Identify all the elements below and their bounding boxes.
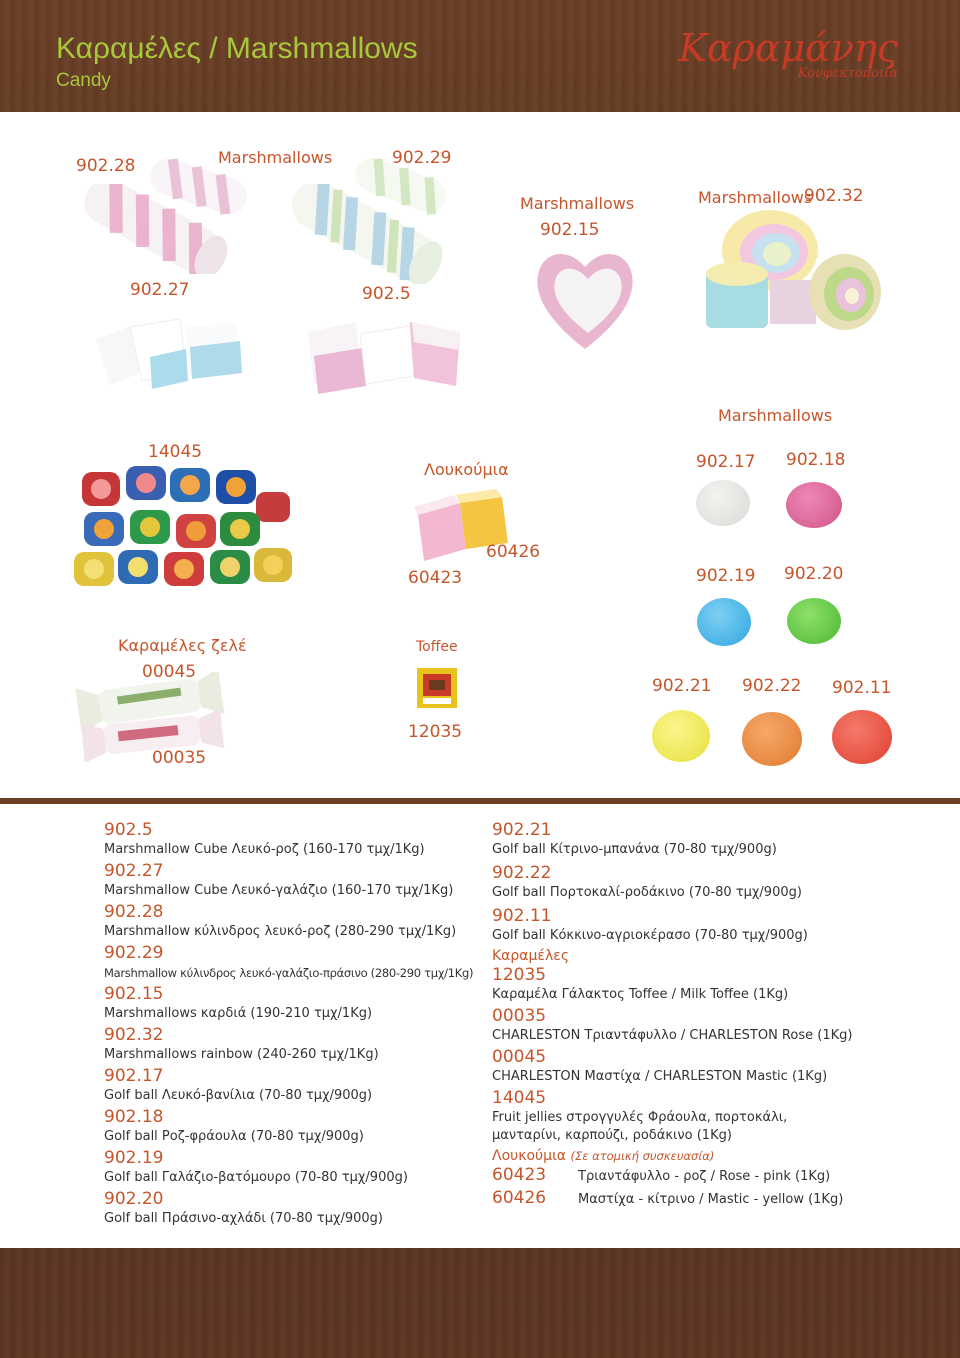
product-code: 00045 [492,1047,547,1067]
product-list-panel [0,798,960,1248]
list-item [492,820,852,859]
product-code: 902.29 [104,943,164,963]
list-item [104,1107,473,1146]
golf-ball-yellow-image [652,710,710,762]
product-code: 12035 [492,965,547,985]
product-description: Καραμέλα Γάλακτος Toffee / Milk Toffee (1Kg) [492,987,789,1002]
product-description: Golf ball Ροζ-φράουλα (70-80 τμχ/900g) [104,1129,364,1144]
product-code: 902.11 [492,906,552,926]
product-code: 902.17 [104,1066,164,1086]
product-description: CHARLESTON Μαστίχα / CHARLESTON Mastic (1Kg) [492,1069,828,1084]
page-subtitle: Candy [56,70,111,91]
list-item [104,861,473,900]
product-description: Τριαντάφυλλο - ροζ / Rose - pink (1Kg) [578,1169,831,1184]
product-description: Golf ball Πράσινο-αχλάδι (70-80 τμχ/900g) [104,1211,383,1226]
product-code: 902.19 [104,1148,164,1168]
list-item [104,1066,473,1105]
golf-ball-pink-image [786,482,842,528]
logo-main-text: Καραμάνης [678,26,898,70]
label-902-15: 902.15 [540,220,600,240]
logo-sub-text: Κονφεκτοποιία [797,66,898,81]
product-photo-panel [0,112,960,798]
product-description: Marshmallow κύλινδρος λευκό-ροζ (280-290 τμχ/1Kg) [104,924,457,939]
label-902-29: 902.29 [392,148,452,168]
label-902-5: 902.5 [362,284,411,304]
label-60426: 60426 [486,542,541,562]
product-description: Golf ball Πορτοκαλί-ροδάκινο (70-80 τμχ/900g) [492,885,802,900]
golf-ball-red-image [832,710,892,764]
marshmallow-rainbow-image [700,210,885,349]
list-item [492,1165,852,1188]
product-code: 00035 [492,1006,547,1026]
list-item [104,984,473,1023]
label-902-17: 902.17 [696,452,756,472]
label-60423: 60423 [408,568,463,588]
product-code: 902.21 [492,820,552,840]
product-code: 902.27 [104,861,164,881]
product-code: 902.18 [104,1107,164,1127]
label-902-21: 902.21 [652,676,712,696]
label-902-19: 902.19 [696,566,756,586]
product-code: 902.15 [104,984,164,1004]
list-item [492,863,852,902]
section-title-loukoumia [492,1147,852,1165]
label-marshmallows-d: Marshmallows [718,406,833,425]
golf-ball-green-image [787,598,841,644]
section-title-karameles: Καραμέλες [492,948,570,964]
product-code: 902.22 [492,863,552,883]
product-description: Μαστίχα - κίτρινο / Mastic - yellow (1Kg) [578,1192,844,1207]
list-item [104,1025,473,1064]
product-description: Marshmallow Cube Λευκό-ροζ (160-170 τμχ/1Kg) [104,842,425,857]
product-description: Marshmallow κύλινδρος λευκό-γαλάζιο-πράσινο (280-290 τμχ/1Kg) [104,966,474,980]
list-item [492,965,852,1004]
product-description-line-2: μανταρίνι, καρπούζι, ροδάκινο (1Kg) [492,1128,732,1143]
label-902-28: 902.28 [76,156,136,176]
marshmallow-cube-blue-image [90,297,250,401]
label-902-27: 902.27 [130,280,190,300]
toffee-candy-image [415,666,459,714]
product-description: Golf ball Κόκκινο-αγριοκέρασο (70-80 τμχ/900g) [492,928,808,943]
golf-ball-orange-image [742,712,802,766]
label-902-20: 902.20 [784,564,844,584]
product-description: Marshmallow Cube Λευκό-γαλάζιο (160-170 τμχ/1Kg) [104,883,454,898]
label-902-11: 902.11 [832,678,892,698]
product-code: 902.28 [104,902,164,922]
list-item [492,906,852,945]
list-item [492,1088,852,1145]
product-code: 60426 [492,1188,547,1208]
product-list-right [492,820,852,1211]
label-00035: 00035 [152,748,207,768]
label-902-22: 902.22 [742,676,802,696]
section-title-text: Λουκούμια [492,1148,567,1164]
label-loukoumia: Λουκούμια [424,460,509,479]
product-list-left [104,820,473,1230]
product-description: Golf ball Κίτρινο-μπανάνα (70-80 τμχ/900g) [492,842,777,857]
product-code: 14045 [492,1088,547,1108]
product-code: 902.20 [104,1189,164,1209]
label-marshmallows-b: Marshmallows [520,194,635,213]
golf-ball-white-image [696,480,750,526]
product-description: Golf ball Λευκό-βανίλια (70-80 τμχ/900g) [104,1088,373,1103]
product-code: 60423 [492,1165,547,1185]
list-item [104,902,473,941]
product-description: Marshmallows καρδιά (190-210 τμχ/1Kg) [104,1006,373,1021]
marshmallow-cube-pink-image [300,304,480,408]
page-title: Καραμέλες / Marshmallows [56,32,418,65]
label-902-32: 902.32 [804,186,864,206]
label-12035: 12035 [408,722,463,742]
product-description: Marshmallows rainbow (240-260 τμχ/1Kg) [104,1047,379,1062]
list-item [104,1189,473,1228]
golf-ball-blue-image [697,598,751,646]
label-karameles-zele: Καραμέλες ζελέ [118,636,247,655]
list-item [492,1047,852,1086]
list-item [104,1148,473,1187]
label-00045: 00045 [142,662,197,682]
product-code: 902.32 [104,1025,164,1045]
list-item [104,820,473,859]
section-note: (Σε ατομική συσκευασία) [570,1149,715,1163]
product-code: 902.5 [104,820,153,840]
label-marshmallows-c: Marshmallows [698,188,813,207]
fruit-jellies-image [70,462,300,596]
marshmallow-heart-image [530,237,640,361]
product-description: Fruit jellies στρογγυλές Φράουλα, πορτοκάλι, [492,1110,788,1125]
label-902-18: 902.18 [786,450,846,470]
list-item [104,943,473,982]
brand-logo [678,28,898,81]
product-description: CHARLESTON Τριαντάφυλλο / CHARLESTON Rose (1Kg) [492,1028,853,1043]
label-toffee: Toffee [416,639,458,655]
label-marshmallows-a: Marshmallows [218,148,333,167]
list-item [492,1188,852,1211]
label-14045: 14045 [148,442,203,462]
list-item [492,1006,852,1045]
product-description: Golf ball Γαλάζιο-βατόμουρο (70-80 τμχ/900g) [104,1170,408,1185]
